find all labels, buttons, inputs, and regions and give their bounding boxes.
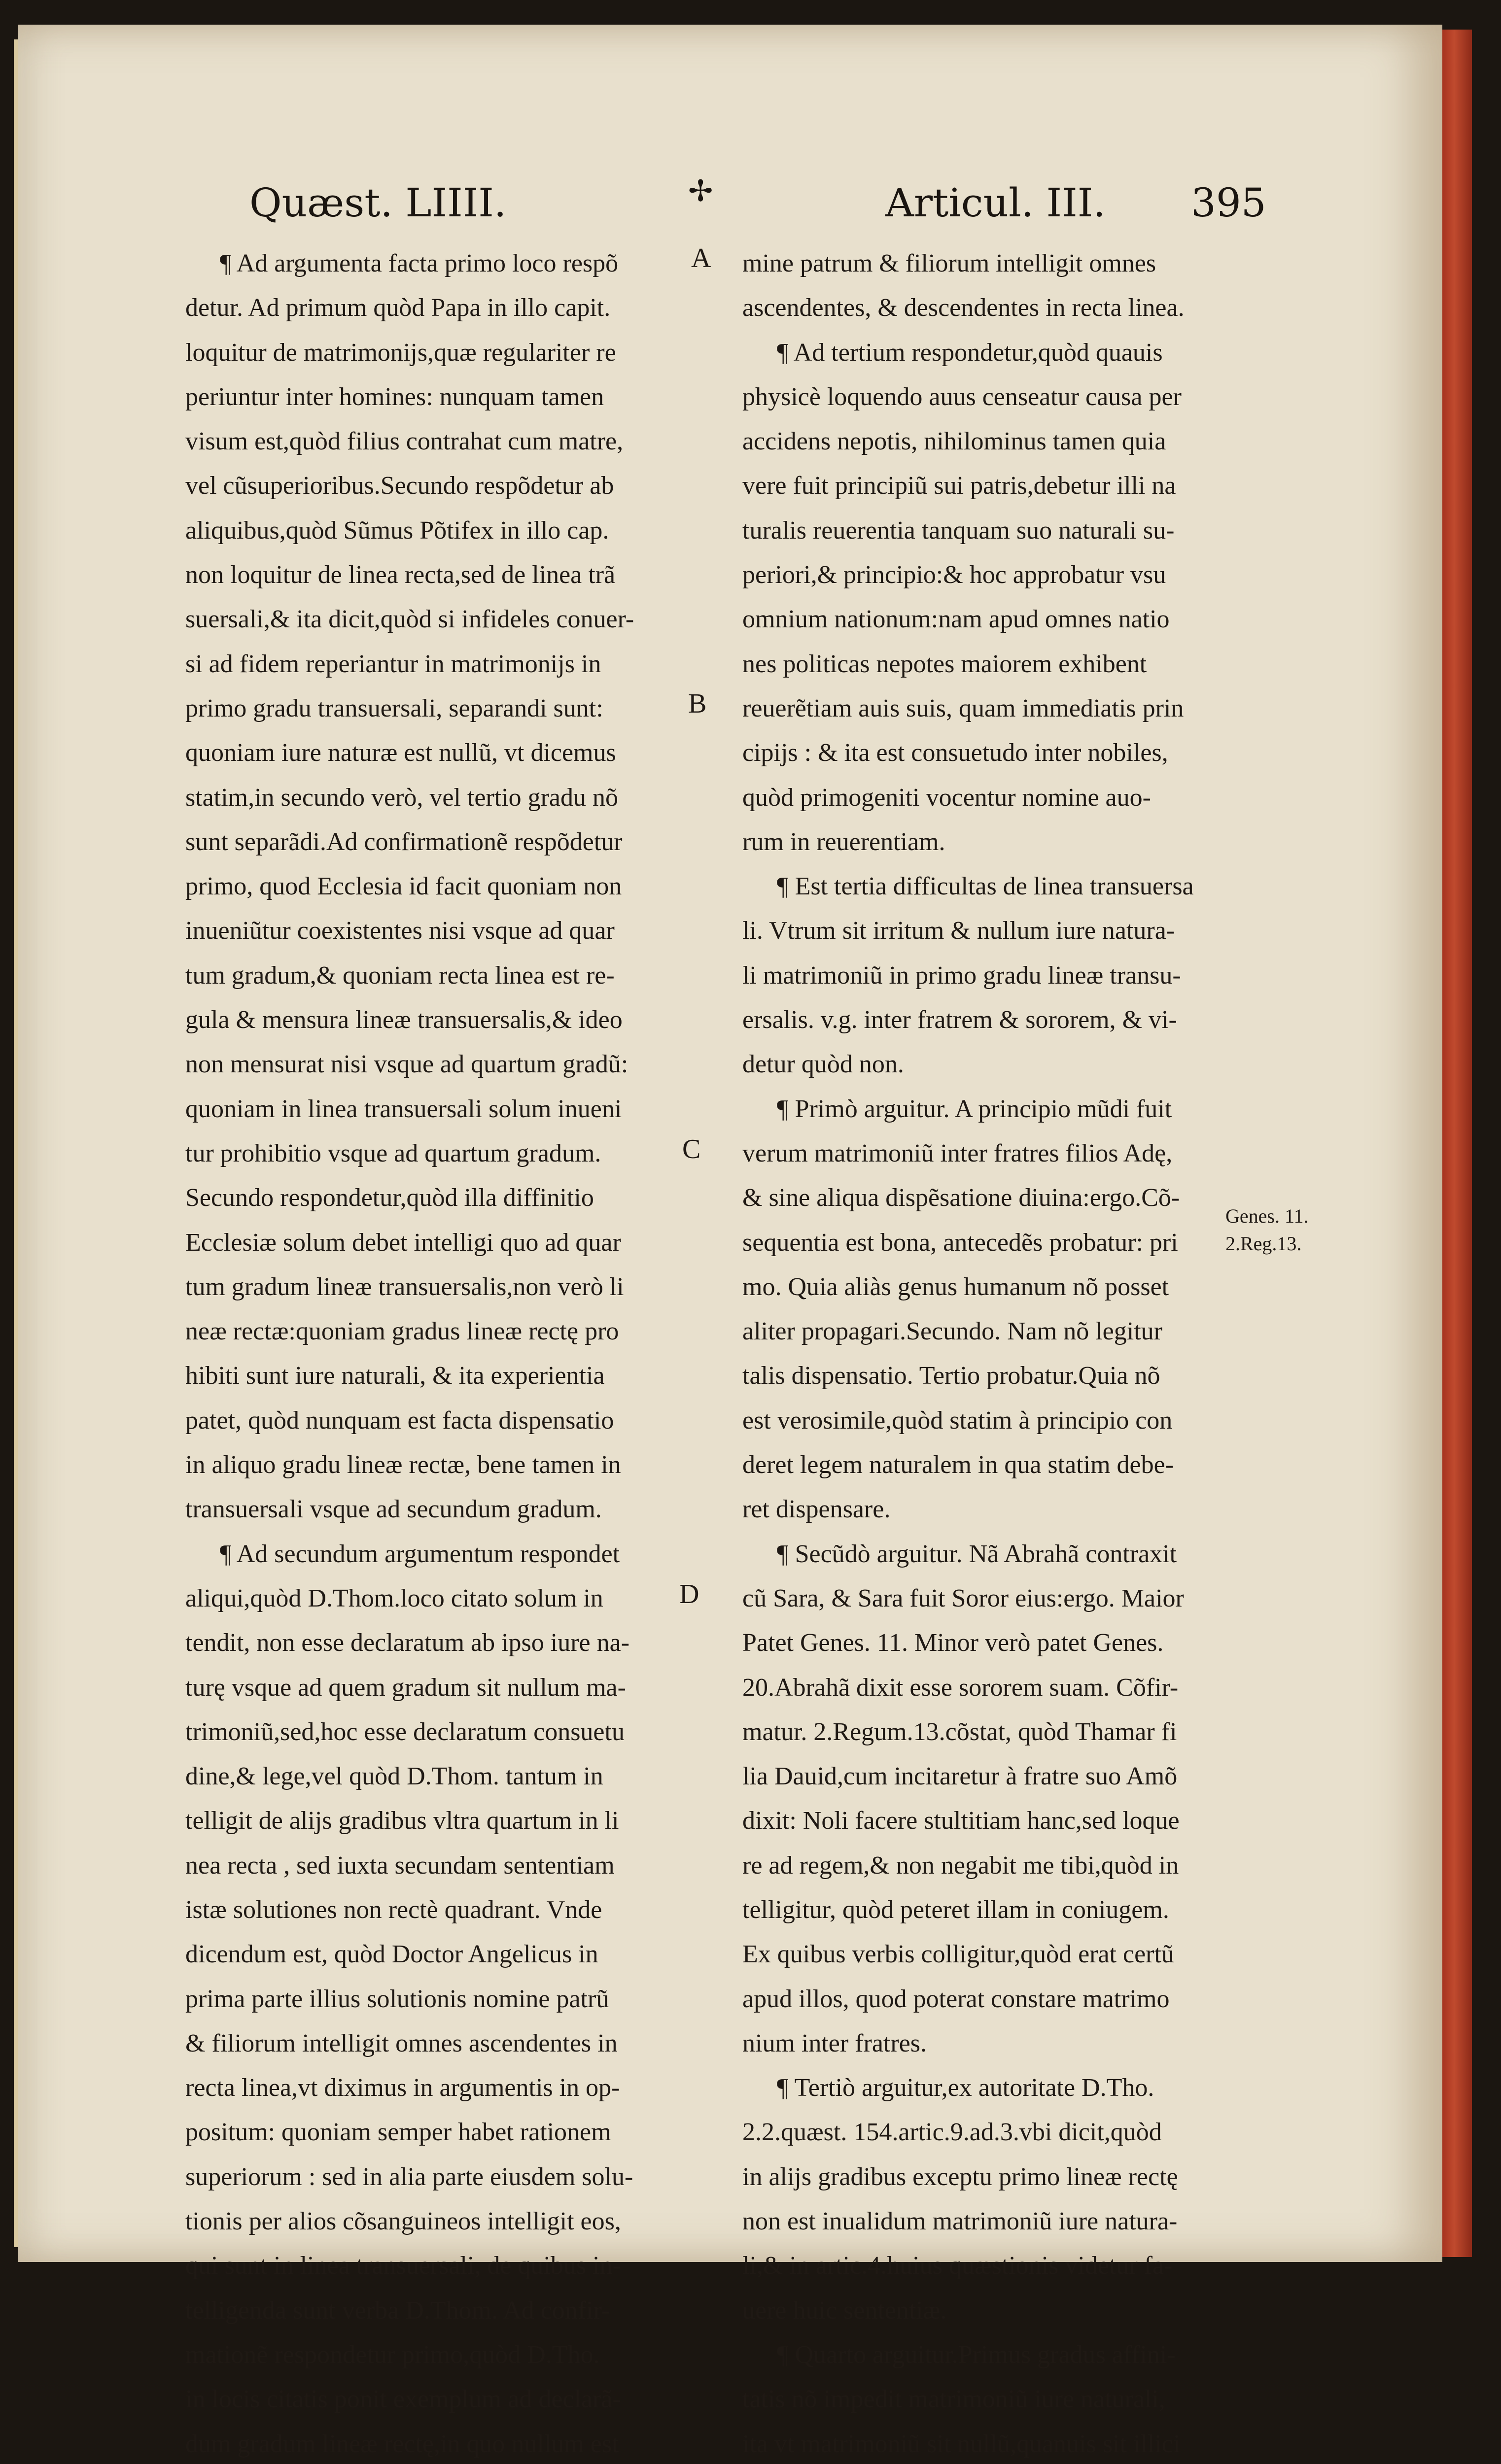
text-line: uere huic sententiæ.	[742, 2296, 947, 2325]
header-question: Quæst. LIIII.	[249, 180, 507, 226]
text-line: ret dispensare.	[742, 1495, 891, 1524]
text-line: hibiti sunt iure naturali, & ita experientia	[185, 1362, 605, 1390]
header-ornament-icon: ✢	[688, 174, 713, 208]
text-line: quoniam in linea transuersali solum inueni	[185, 1095, 622, 1123]
text-line: telligitur, quòd peteret illam in coniugem.	[742, 1895, 1169, 1924]
text-line: gula & mensura lineæ transuersalis,& ideo	[185, 1006, 623, 1034]
text-line: est verosimile,quòd statim à principio con	[742, 1406, 1173, 1435]
page-number: 395	[1191, 180, 1266, 226]
text-line: periuntur inter homines: nunquam tamen	[185, 382, 604, 411]
text-line: apud illos, quod poterat constare matrimo	[742, 1985, 1170, 2013]
text-line: Patet Genes. 11. Minor verò patet Genes.	[742, 1629, 1164, 1657]
text-line: ¶ Tertiò arguitur,ex autoritate D.Tho.	[777, 2074, 1154, 2102]
text-line: li,& in artic.4.huius quæstionis videtur fa-	[742, 2252, 1173, 2280]
text-line: in alijs gradibus exceptu primo lineæ rectę	[742, 2162, 1178, 2191]
text-line: dicendum est, quòd Doctor Angelicus in	[185, 1940, 598, 1969]
section-letter-d: D	[679, 1579, 699, 1609]
text-line: aliter propagari.Secundo. Nam nõ legitur	[742, 1317, 1162, 1346]
text-line: ascendentes, & descendentes in recta linea.	[742, 294, 1185, 322]
text-line: aliquibus,quòd Sũmus Põtifex in illo cap.	[185, 516, 609, 545]
text-line: non est inualidum matrimoniũ iure natura-	[742, 2207, 1178, 2236]
text-line: physicè loquendo auus censeatur causa per	[742, 382, 1182, 411]
text-line: lia Dauid,cum incitaretur à fratre suo Amõ	[742, 1762, 1178, 1791]
text-line: positum: quoniam semper habet rationem	[185, 2118, 611, 2147]
text-line: ¶ Ad tertium respondetur,quòd quauis	[777, 338, 1163, 367]
text-line: nium inter fratres.	[742, 2029, 927, 2057]
text-line: quòd primogeniti vocentur nomine auo-	[742, 783, 1151, 812]
text-line: 20.Abrahã dixit esse sororem suam. Cõfir-	[742, 1673, 1179, 1702]
text-line: 2.2.quæst. 154.artic.9.ad.3.vbi dicit,quòd	[742, 2118, 1162, 2147]
text-line: cipijs : & ita est consuetudo inter nobiles,	[742, 739, 1168, 767]
text-line: in locis citatis ponit exemplum ad declarã-	[185, 2385, 621, 2414]
text-line: re ad regem,& non negabit me tibi,quòd in	[742, 1851, 1179, 1880]
text-line: superiorum : sed in alia parte eiusdem solu-	[185, 2162, 633, 2191]
text-line: mine patrum & filiorum intelligit omnes	[742, 249, 1156, 277]
text-line: ersalis. v.g. inter fratrem & sororem, & vi-	[742, 1006, 1177, 1034]
text-line: deret legem naturalem in qua statim debe-	[742, 1451, 1174, 1479]
section-letter-b: B	[688, 688, 707, 719]
text-line: qui sunt in linea transuersali, de quibus in-	[185, 2252, 621, 2280]
text-line: visum est,quòd filius contrahat cum matre,	[185, 427, 624, 456]
text-line: ¶ Ad argumenta facta primo loco respõ	[220, 249, 619, 277]
text-line: rum in reuerentiam.	[742, 827, 945, 856]
text-line: statim,in secundo verò, vel tertio gradu nõ	[185, 783, 619, 812]
text-line: verum matrimoniũ inter fratres filios Adę,	[742, 1139, 1173, 1167]
text-line: & filiorum intelligit omnes ascendentes in	[185, 2029, 618, 2057]
text-line: mationẽ respondetur primo,quòd D.Tho.	[185, 2340, 600, 2369]
margin-note-regum: 2.Reg.13.	[1225, 1232, 1302, 1255]
text-line: nea recta , sed iuxta secundam sententiam	[185, 1851, 615, 1880]
left-column	[185, 241, 708, 2464]
text-line: inueniũtur coexistentes nisi vsque ad quar	[185, 917, 615, 945]
text-line: tatis nõ impedit matrimoniũ iure naturali,	[742, 2385, 1165, 2414]
text-line: reuerẽtiam auis suis, quam immediatis prin	[742, 694, 1184, 722]
section-letter-c: C	[682, 1134, 701, 1164]
text-line: suersali,& ita dicit,quòd si infideles conuer-	[185, 605, 634, 634]
text-line: primo gradu transuersali, separandi sunt:	[185, 694, 603, 722]
text-line: mo. Quia aliàs genus humanum nõ posset	[742, 1272, 1169, 1301]
book-page	[18, 25, 1442, 2458]
text-line: matur. 2.Regum.13.cõstat, quòd Thamar fi	[742, 1717, 1177, 1746]
text-line: non loquitur de linea recta,sed de linea trã	[185, 561, 616, 589]
text-line: telligit de alijs gradibus vltra quartum in li	[185, 1807, 619, 1835]
text-line: loquitur de matrimonijs,quæ regulariter re	[185, 338, 616, 367]
text-line: tum gradum lineæ transuersalis,non verò li	[185, 1272, 624, 1301]
text-line: dixit: Noli facere stultitiam hanc,sed loque	[742, 1807, 1180, 1835]
text-line: tur prohibitio vsque ad quartum gradum.	[185, 1139, 601, 1167]
header-article: Articul. III.	[885, 180, 1106, 226]
text-line: ¶ Primò arguitur. A principio mũdi fuit	[777, 1095, 1172, 1123]
text-line: tum gradum,& quoniam recta linea est re-	[185, 961, 615, 990]
text-line: si ad fidem reperiantur in matrimonijs in	[185, 650, 601, 678]
text-line: vel cũsuperioribus.Secundo respõdetur ab	[185, 472, 614, 500]
text-line: quoniam iure naturæ est nullũ, vt dicemus	[185, 739, 616, 767]
text-line: Ecclesiæ solum debet intelligi quo ad quar	[185, 1228, 621, 1257]
text-line: Secundo respondetur,quòd illa diffinitio	[185, 1184, 594, 1212]
text-line: periori,& principio:& hoc approbatur vsu	[742, 561, 1166, 589]
text-line: istæ solutiones non rectè quadrant. Vnde	[185, 1895, 602, 1924]
text-line: sunt separãdi.Ad confirmationẽ respõdetur	[185, 827, 623, 856]
text-line: dum gradum lineæ rectę,in quo nullum est	[185, 2430, 619, 2458]
text-line: prima parte illius solutionis nomine patrũ	[185, 1985, 609, 2013]
text-line: & sine aliqua dispẽsatione diuina:ergo.Cõ-	[742, 1184, 1180, 1212]
text-line: ¶ Secũdò arguitur. Nã Abrahã contraxit	[777, 1540, 1177, 1568]
text-line: nes politicas nepotes maiorem exhibent	[742, 650, 1147, 678]
text-line: trimoniũ,sed,hoc esse declaratum consuetu	[185, 1717, 625, 1746]
text-line: recta linea,vt diximus in argumentis in op-	[185, 2074, 620, 2102]
text-line: cũ Sara, & Sara fuit Soror eius:ergo. Maior	[742, 1584, 1184, 1612]
section-letter-a: A	[691, 243, 711, 274]
right-column	[742, 241, 1265, 2464]
text-line: sequentia est bona, antecedẽs probatur: pri	[742, 1228, 1178, 1257]
text-line: omnium nationum:nam apud omnes natio	[742, 605, 1170, 634]
text-line: primo, quod Ecclesia id facit quoniam non	[185, 872, 622, 901]
page-edge-red	[1442, 30, 1472, 2257]
text-line: neæ rectæ:quoniam gradus lineæ rectę pro	[185, 1317, 619, 1346]
text-line: ita vt matrimoniũ sit nullũ,quanuis sit illici	[742, 2430, 1181, 2458]
text-line: non mensurat nisi vsque ad quartum gradũ:	[185, 1050, 628, 1079]
text-line: in aliquo gradu lineæ rectæ, bene tamen in	[185, 1451, 621, 1479]
text-line: tendit, non esse declaratum ab ipso iure na-	[185, 1629, 630, 1657]
text-line: talis dispensatio. Tertio probatur.Quia nõ	[742, 1362, 1160, 1390]
text-line: aliqui,quòd D.Thom.loco citato solum in	[185, 1584, 603, 1612]
margin-note-genesis: Genes. 11.	[1225, 1205, 1309, 1227]
text-line: turalis reuerentia tanquam suo naturali su-	[742, 516, 1175, 545]
text-line: patet, quòd nunquam est facta dispensatio	[185, 1406, 614, 1435]
text-line: li. Vtrum sit irritum & nullum iure natura-	[742, 917, 1175, 945]
text-line: detur quòd non.	[742, 1050, 904, 1079]
text-line: vere fuit principiũ sui patris,debetur illi na	[742, 472, 1176, 500]
text-line: telligenda sunt verba D.Thom. Ad confir-	[185, 2296, 610, 2325]
text-line: Ex quibus verbis colligitur,quòd erat certũ	[742, 1940, 1174, 1969]
text-line: dine,& lege,vel quòd D.Thom. tantum in	[185, 1762, 603, 1791]
text-line: ¶ Est tertia difficultas de linea transuersa	[777, 872, 1194, 901]
running-head	[18, 174, 1442, 234]
text-line: transuersali vsque ad secundum gradum.	[185, 1495, 602, 1524]
text-line: tionis per alios cõsanguineos intelligit eos,	[185, 2207, 621, 2236]
text-line: turę vsque ad quem gradum sit nullum ma-	[185, 1673, 626, 1702]
text-line: ¶ Quarto arguitur.Primus gradus affini-	[777, 2340, 1176, 2369]
text-line: ¶ Ad secundum argumentum respondet	[220, 1540, 620, 1568]
text-line: detur. Ad primum quòd Papa in illo capit.	[185, 294, 611, 322]
text-line: accidens nepotis, nihilominus tamen quia	[742, 427, 1166, 456]
text-line: li matrimoniũ in primo gradu lineæ transu-	[742, 961, 1181, 990]
